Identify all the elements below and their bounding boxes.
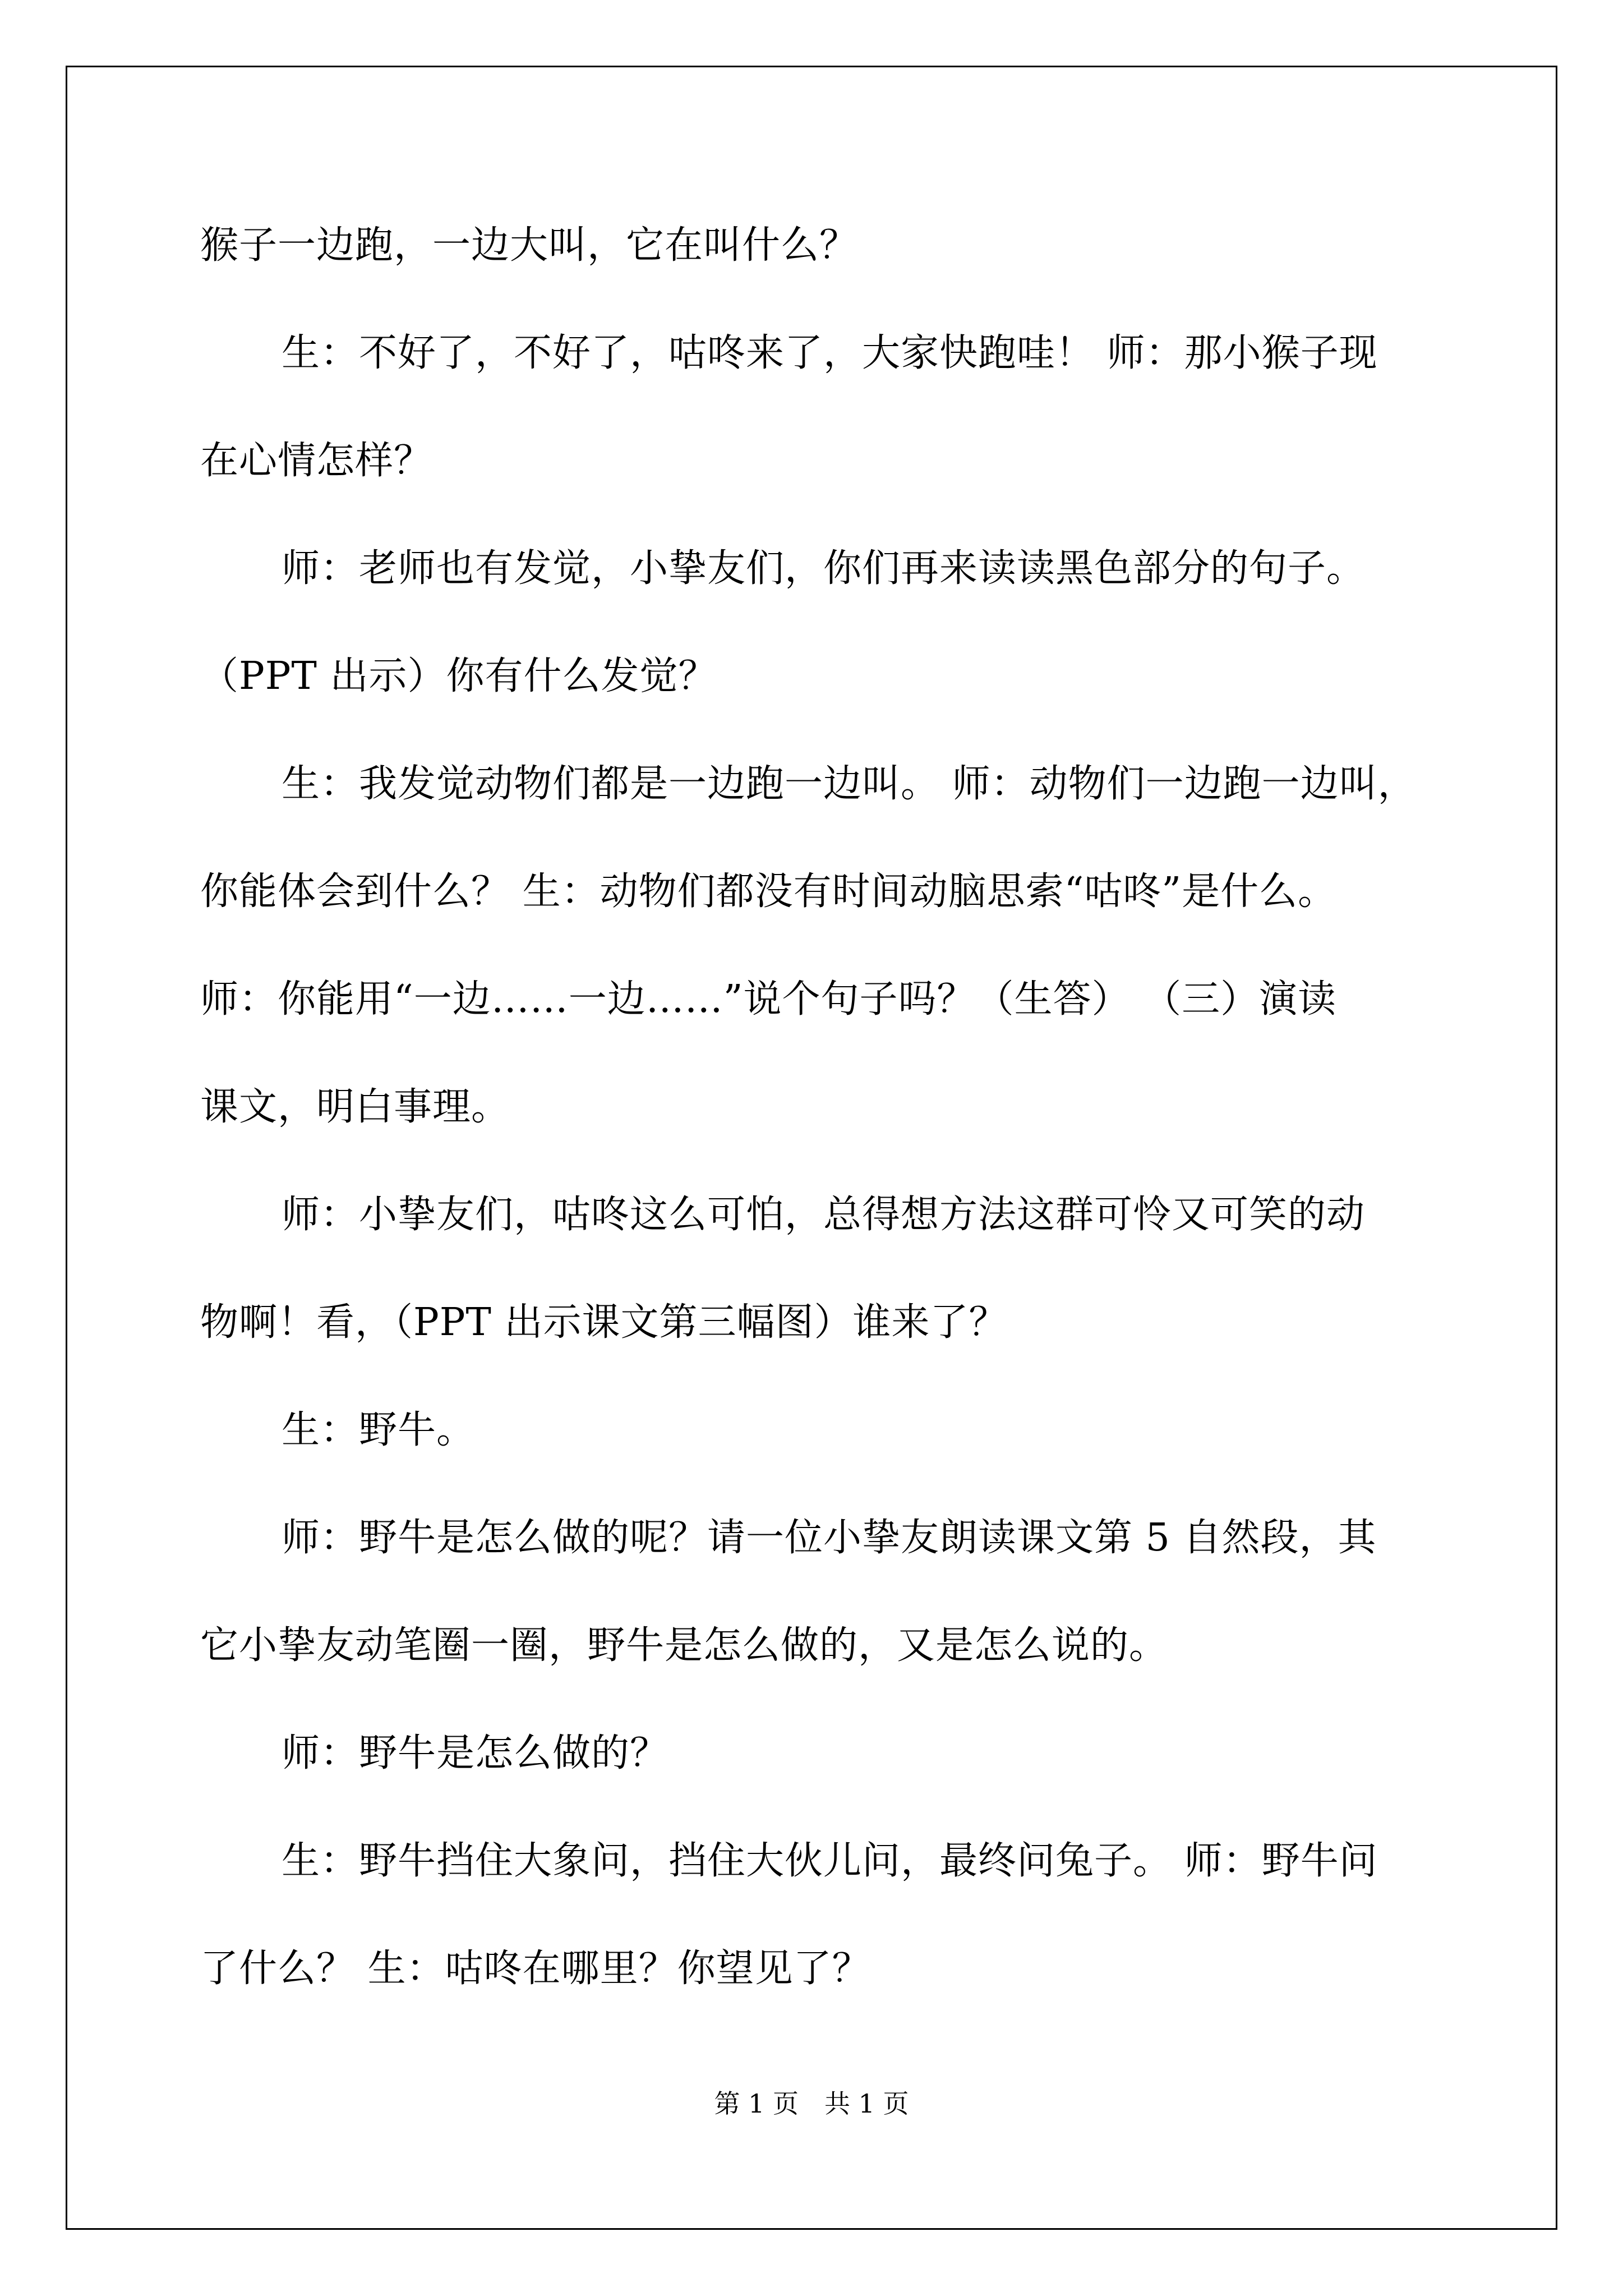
text-line: 你能体会到什么？ 生：动物们都没有时间动脑思索“咕咚”是什么。 xyxy=(200,869,1337,914)
text-line: 师：你能用“一边……一边……”说个句子吗？（生答） （三）演读 xyxy=(200,977,1337,1022)
text-line: 师：野牛是怎么做的？ xyxy=(282,1731,669,1775)
page-border xyxy=(66,66,1557,2230)
text-line: 生：野牛挡住大象问，挡住大伙儿问，最终问兔子。 师：野牛问 xyxy=(282,1839,1378,1883)
page-number-footer: 第 1 页 共 1 页 xyxy=(714,2088,909,2119)
text-line: 了什么？ 生：咕咚在哪里？你望见了？ xyxy=(200,1947,871,1991)
text-line: 师：小挚友们，咕咚这么可怕，总得想方法这群可怜又可笑的动 xyxy=(282,1193,1366,1237)
text-line: 它小挚友动笔圈一圈，野牛是怎么做的，又是怎么说的。 xyxy=(200,1623,1168,1668)
text-line: 师：野牛是怎么做的呢？请一位小挚友朗读课文第 5 自然段，其 xyxy=(282,1516,1377,1560)
text-line: 在心情怎样？ xyxy=(200,439,433,483)
text-line: 猴子一边跑，一边大叫，它在叫什么？ xyxy=(200,223,859,268)
text-line: 生：我发觉动物们都是一边跑一边叫。 师：动物们一边跑一边叫， xyxy=(282,762,1417,806)
text-line: 物啊！看，（PPT 出示课文第三幅图）谁来了？ xyxy=(200,1300,1008,1345)
text-line: 师：老师也有发觉，小挚友们，你们再来读读黑色部分的句子。 xyxy=(282,546,1366,591)
text-line: 课文，明白事理。 xyxy=(200,1085,510,1129)
text-line: 生：野牛。 xyxy=(282,1408,476,1452)
text-line: 生：不好了，不好了，咕咚来了，大家快跑哇！ 师：那小猴子现 xyxy=(282,331,1378,375)
text-line: （PPT 出示）你有什么发觉？ xyxy=(200,654,717,698)
